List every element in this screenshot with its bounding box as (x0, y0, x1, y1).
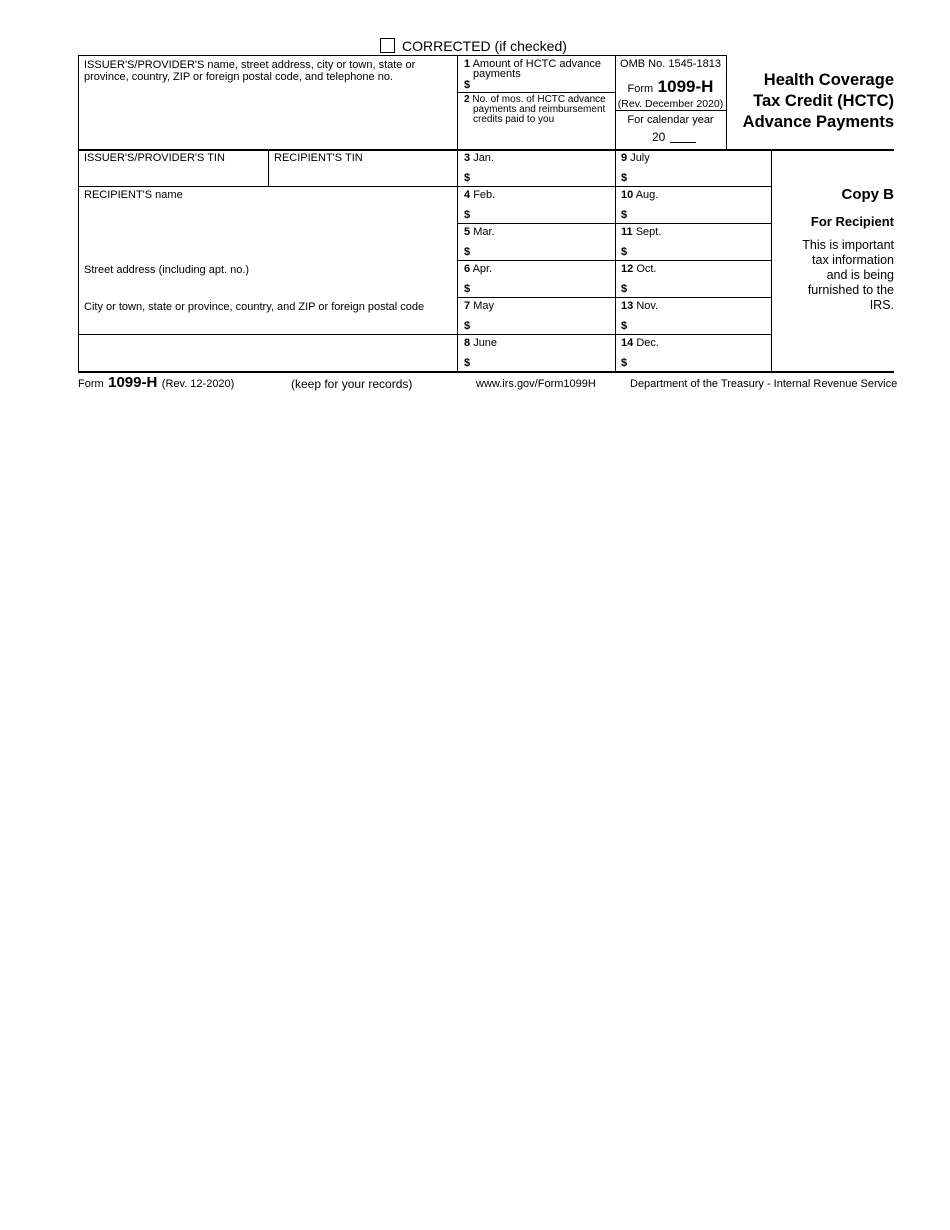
month-currency: $ (621, 209, 628, 221)
month-box-may[interactable] (464, 300, 612, 333)
box2-label-line3: credits paid to you (473, 114, 555, 125)
month-box-june[interactable] (464, 337, 612, 370)
year-prefix: 20 (652, 130, 666, 144)
footer-keep-note: (keep for your records) (291, 377, 413, 391)
month-currency: $ (464, 172, 471, 184)
month-box-nov[interactable] (621, 300, 769, 333)
issuer-tin-label: ISSUER'S/PROVIDER'S TIN (84, 152, 225, 164)
blank-field[interactable] (80, 336, 456, 370)
month-num: 12 (621, 263, 634, 275)
title-line1: Health Coverage (763, 71, 894, 89)
month-num: 11 (621, 226, 633, 238)
year-underline (670, 142, 696, 143)
month-name: May (473, 300, 494, 312)
copy-subtitle: For Recipient (810, 214, 894, 229)
month-num: 3 (464, 152, 471, 164)
calendar-year-field[interactable] (652, 128, 702, 144)
month-name: June (473, 337, 498, 349)
month-currency: $ (464, 320, 471, 332)
copy-note-line2: tax information (812, 253, 894, 267)
month-num: 4 (464, 189, 471, 201)
recipient-name-label: RECIPIENT'S name (84, 189, 183, 201)
box2-label-line2: payments and reimbursement (473, 104, 606, 115)
month-currency: $ (464, 283, 471, 295)
month-name: Oct. (636, 263, 657, 275)
copy-note (775, 238, 894, 313)
month-currency: $ (464, 357, 471, 369)
recipient-tin-label: RECIPIENT'S TIN (274, 152, 363, 164)
form-prefix: Form (627, 83, 654, 95)
issuer-label-line1: ISSUER'S/PROVIDER'S name, street address, city or town, state or (84, 59, 416, 71)
footer-form-number: 1099-H (108, 374, 158, 391)
footer-revision: (Rev. 12-2020) (161, 378, 235, 390)
month-num: 7 (464, 300, 471, 312)
city-field[interactable] (84, 301, 454, 333)
copy-note-line5: IRS. (869, 298, 894, 312)
month-name: Sept. (635, 226, 662, 238)
box1-amount-field[interactable] (464, 58, 614, 92)
footer-form-id (78, 374, 234, 392)
form-title (728, 70, 894, 133)
box1-label: Amount of HCTC advance (472, 58, 601, 70)
form-id-block (615, 77, 726, 97)
box1-number: 1 (464, 58, 471, 70)
corrected-checkbox[interactable] (380, 38, 395, 53)
form-id: 1099-H (657, 77, 714, 96)
omb-number: OMB No. 1545-1813 (620, 58, 721, 70)
month-num: 8 (464, 337, 471, 349)
form-revision: (Rev. December 2020) (617, 98, 724, 110)
month-name: July (630, 152, 650, 164)
month-num: 10 (621, 189, 634, 201)
month-currency: $ (621, 357, 628, 369)
box2-months-field[interactable] (464, 95, 614, 147)
box2-number: 2 (464, 94, 470, 105)
box1-currency: $ (464, 79, 471, 91)
city-label: City or town, state or province, country, and ZIP or foreign postal code (84, 301, 425, 313)
recipient-tin-field[interactable] (274, 152, 456, 185)
copy-note-line4: furnished to the (807, 283, 894, 297)
month-currency: $ (464, 209, 471, 221)
month-num: 9 (621, 152, 628, 164)
month-box-apr[interactable] (464, 263, 612, 296)
month-name: Apr. (472, 263, 493, 275)
month-num: 5 (464, 226, 471, 238)
issuer-tin-field[interactable] (84, 152, 266, 185)
month-name: Aug. (635, 189, 659, 201)
month-name: Feb. (473, 189, 496, 201)
month-currency: $ (464, 246, 471, 258)
street-address-field[interactable] (84, 264, 454, 298)
issuer-label-line2: province, country, ZIP or foreign postal code, and telephone no. (84, 71, 394, 83)
box1-label-line2: payments (473, 68, 521, 80)
month-box-sept[interactable] (621, 226, 769, 259)
copy-title: Copy B (841, 186, 894, 203)
month-currency: $ (621, 172, 628, 184)
street-address-label: Street address (including apt. no.) (84, 264, 250, 276)
month-num: 6 (464, 263, 471, 275)
month-num: 13 (621, 300, 634, 312)
month-num: 14 (621, 337, 634, 349)
recipient-name-field[interactable] (84, 189, 454, 261)
footer-url: www.irs.gov/Form1099H (476, 378, 596, 390)
month-box-july[interactable] (621, 152, 769, 185)
month-name: Jan. (473, 152, 494, 164)
issuer-info-field[interactable] (84, 59, 415, 83)
month-box-oct[interactable] (621, 263, 769, 296)
copy-note-line1: This is important (802, 238, 894, 252)
month-name: Mar. (473, 226, 495, 238)
month-currency: $ (621, 246, 628, 258)
footer-form-prefix: Form (78, 378, 104, 390)
month-box-aug[interactable] (621, 189, 769, 222)
title-line2: Tax Credit (HCTC) (753, 92, 894, 110)
month-name: Nov. (636, 300, 659, 312)
month-currency: $ (621, 320, 628, 332)
footer-department: Department of the Treasury - Internal Revenue Service (630, 378, 898, 390)
title-line3: Advance Payments (742, 113, 894, 131)
month-box-jan[interactable] (464, 152, 612, 185)
month-box-mar[interactable] (464, 226, 612, 259)
month-box-dec[interactable] (621, 337, 769, 370)
month-name: Dec. (636, 337, 659, 349)
month-currency: $ (621, 283, 628, 295)
month-box-feb[interactable] (464, 189, 612, 222)
box2-label-line1: No. of mos. of HCTC advance (472, 94, 606, 105)
copy-note-line3: and is being (826, 268, 894, 282)
calendar-year-label: For calendar year (627, 114, 714, 126)
corrected-label: CORRECTED (if checked) (402, 38, 567, 54)
